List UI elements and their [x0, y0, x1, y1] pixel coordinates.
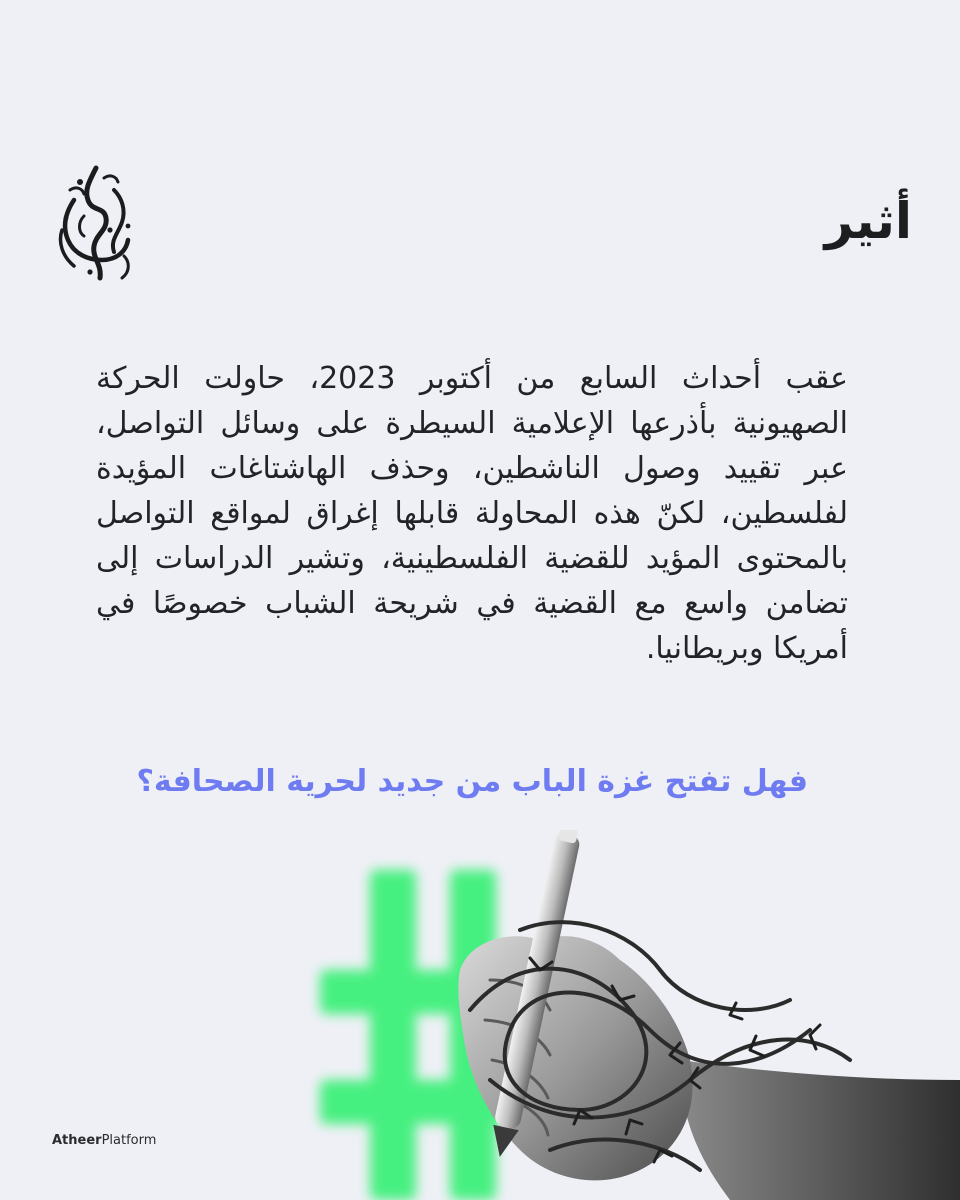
brand-title: أثير	[824, 192, 912, 250]
aljazeera-logo-icon	[44, 160, 144, 290]
body-paragraph: عقب أحداث السابع من أكتوبر 2023، حاولت الحركة الصهيونية بأذرعها الإعلامية السيطرة على وسائل التواصل، عبر تقييد وصول الناشطين، وحذف الهاشتاغات المؤيدة لفلسطين، لكنّ هذه المحاولة قابلها إغراق لمواقع التواصل بالمحتوى المؤيد للقضية الفلسطينية، وتشير الدراسات إلى تضامن واسع مع القضية في شريحة الشباب خصوصًا في أمريكا وبريطانيا.	[96, 361, 848, 666]
question-headline: فهل تفتح غزة الباب من جديد لحرية الصحافة؟	[136, 764, 808, 799]
hand-pen-barbed-wire-icon	[430, 830, 960, 1200]
platform-mark-bold: Atheer	[52, 1133, 102, 1148]
platform-mark	[52, 1133, 156, 1148]
platform-mark-light: Platform	[101, 1133, 157, 1148]
